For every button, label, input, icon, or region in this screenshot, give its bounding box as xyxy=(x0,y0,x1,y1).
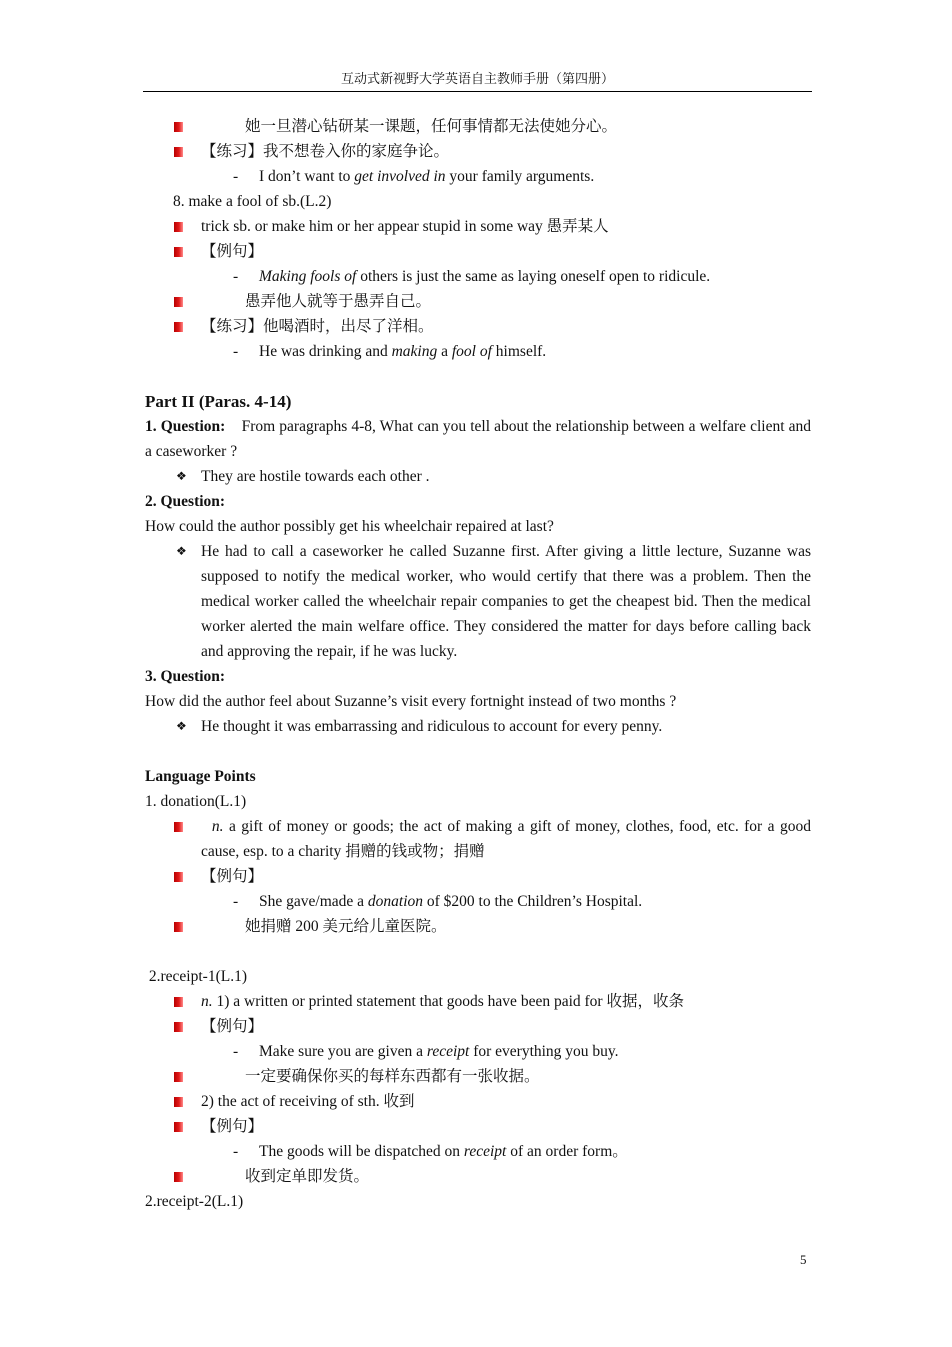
diamond-bullet-icon: ❖ xyxy=(176,469,187,483)
bullet-line: 【例句】 xyxy=(145,1114,811,1139)
dash-bullet-icon: - xyxy=(233,1043,239,1060)
diamond-bullet-icon: ❖ xyxy=(176,544,187,558)
answer-2: ❖ He had to call a caseworker he called Suzanne first. After giving a little lecture, Suzanne was supposed to notify the medical worker, who would certify that there was a problem. Then the medical worker called the wheelchair repair companies to get the cheapest bid. Then the medical worker alerted the main welfare office. They considered the matter for days before calling back and approving the repair, if he was lucky. xyxy=(145,539,811,664)
entry-heading: 8. make a fool of sb.(L.2) xyxy=(173,193,332,210)
bullet-line: 【练习】他喝酒时，出尽了洋相。 xyxy=(145,314,811,339)
bullet-line: 【例句】 xyxy=(145,239,811,264)
dash-bullet-icon: - xyxy=(233,343,239,360)
bullet-line: 她一旦潜心钻研某一课题，任何事情都无法使她分心。 xyxy=(145,114,811,139)
red-square-bullet-icon xyxy=(174,1022,183,1032)
spacer xyxy=(145,364,811,389)
example-line: - I don’t want to get involved in your family arguments. xyxy=(145,164,811,189)
red-square-bullet-icon xyxy=(174,922,183,932)
question-label: 3. Question: xyxy=(145,668,226,685)
red-square-bullet-icon xyxy=(174,322,183,332)
red-square-bullet-icon xyxy=(174,147,183,157)
page-content xyxy=(145,114,811,1214)
example-line: - He was drinking and making a fool of himself. xyxy=(145,339,811,364)
section-title: Language Points xyxy=(145,768,256,785)
bullet-line: 她捐赠 200 美元给儿童医院。 xyxy=(145,914,811,939)
question-text: How did the author feel about Suzanne’s visit every fortnight instead of two months ? xyxy=(145,693,677,710)
spacer xyxy=(145,739,811,764)
red-square-bullet-icon xyxy=(174,297,183,307)
red-square-bullet-icon xyxy=(174,1172,183,1182)
example-line: - The goods will be dispatched on receipt of an order form。 xyxy=(145,1139,811,1164)
red-square-bullet-icon xyxy=(174,1072,183,1082)
dash-bullet-icon: - xyxy=(233,893,239,910)
definition-line: n. a gift of money or goods; the act of making a gift of money, clothes, food, etc. for a good cause, esp. to a charity 捐赠的钱或物；捐赠 xyxy=(145,814,811,864)
definition-line: n. 1) a written or printed statement that goods have been paid for 收据，收条 xyxy=(145,989,811,1014)
example-line: - Making fools of others is just the same as laying oneself open to ridicule. xyxy=(145,264,811,289)
bullet-line: 收到定单即发货。 xyxy=(145,1164,811,1189)
page-number: 5 xyxy=(800,1252,807,1267)
example-line: - Make sure you are given a receipt for everything you buy. xyxy=(145,1039,811,1064)
bullet-line: trick sb. or make him or her appear stupid in some way 愚弄某人 xyxy=(145,214,811,239)
answer-1: ❖ They are hostile towards each other . xyxy=(145,464,811,489)
bullet-line: 愚弄他人就等于愚弄自己。 xyxy=(145,289,811,314)
red-square-bullet-icon xyxy=(174,222,183,232)
part-title: Part II (Paras. 4-14) xyxy=(145,392,292,411)
entry-heading: 1. donation(L.1) xyxy=(145,793,247,810)
spacer xyxy=(145,939,811,964)
diamond-bullet-icon: ❖ xyxy=(176,719,187,733)
dash-bullet-icon: - xyxy=(233,1143,239,1160)
red-square-bullet-icon xyxy=(174,122,183,132)
question-label: 2. Question: xyxy=(145,493,226,510)
bullet-line: 【练习】我不想卷入你的家庭争论。 xyxy=(145,139,811,164)
definition-line: 2) the act of receiving of sth. 收到 xyxy=(145,1089,811,1114)
bullet-line: 一定要确保你买的每样东西都有一张收据。 xyxy=(145,1064,811,1089)
red-square-bullet-icon xyxy=(174,822,183,832)
question-text: How could the author possibly get his wheelchair repaired at last? xyxy=(145,518,554,535)
page-header xyxy=(143,68,812,92)
header-title: 互动式新视野大学英语自主教师手册（第四册） xyxy=(340,71,614,86)
question-text: From paragraphs 4-8, What can you tell about the relationship between a welfare client and a caseworker ? xyxy=(145,418,811,460)
red-square-bullet-icon xyxy=(174,247,183,257)
bullet-line: 【例句】 xyxy=(145,1014,811,1039)
question-1 xyxy=(145,414,811,464)
red-square-bullet-icon xyxy=(174,872,183,882)
red-square-bullet-icon xyxy=(174,997,183,1007)
entry-heading: 2.receipt-2(L.1) xyxy=(145,1193,244,1210)
entry-heading: 2.receipt-1(L.1) xyxy=(148,968,247,985)
question-label: 1. Question: xyxy=(145,418,226,435)
answer-3: ❖ He thought it was embarrassing and ridiculous to account for every penny. xyxy=(145,714,811,739)
red-square-bullet-icon xyxy=(174,1097,183,1107)
bullet-line: 【例句】 xyxy=(145,864,811,889)
dash-bullet-icon: - xyxy=(233,268,239,285)
red-square-bullet-icon xyxy=(174,1122,183,1132)
example-line: - She gave/made a donation of $200 to the Children’s Hospital. xyxy=(145,889,811,914)
dash-bullet-icon: - xyxy=(233,168,239,185)
